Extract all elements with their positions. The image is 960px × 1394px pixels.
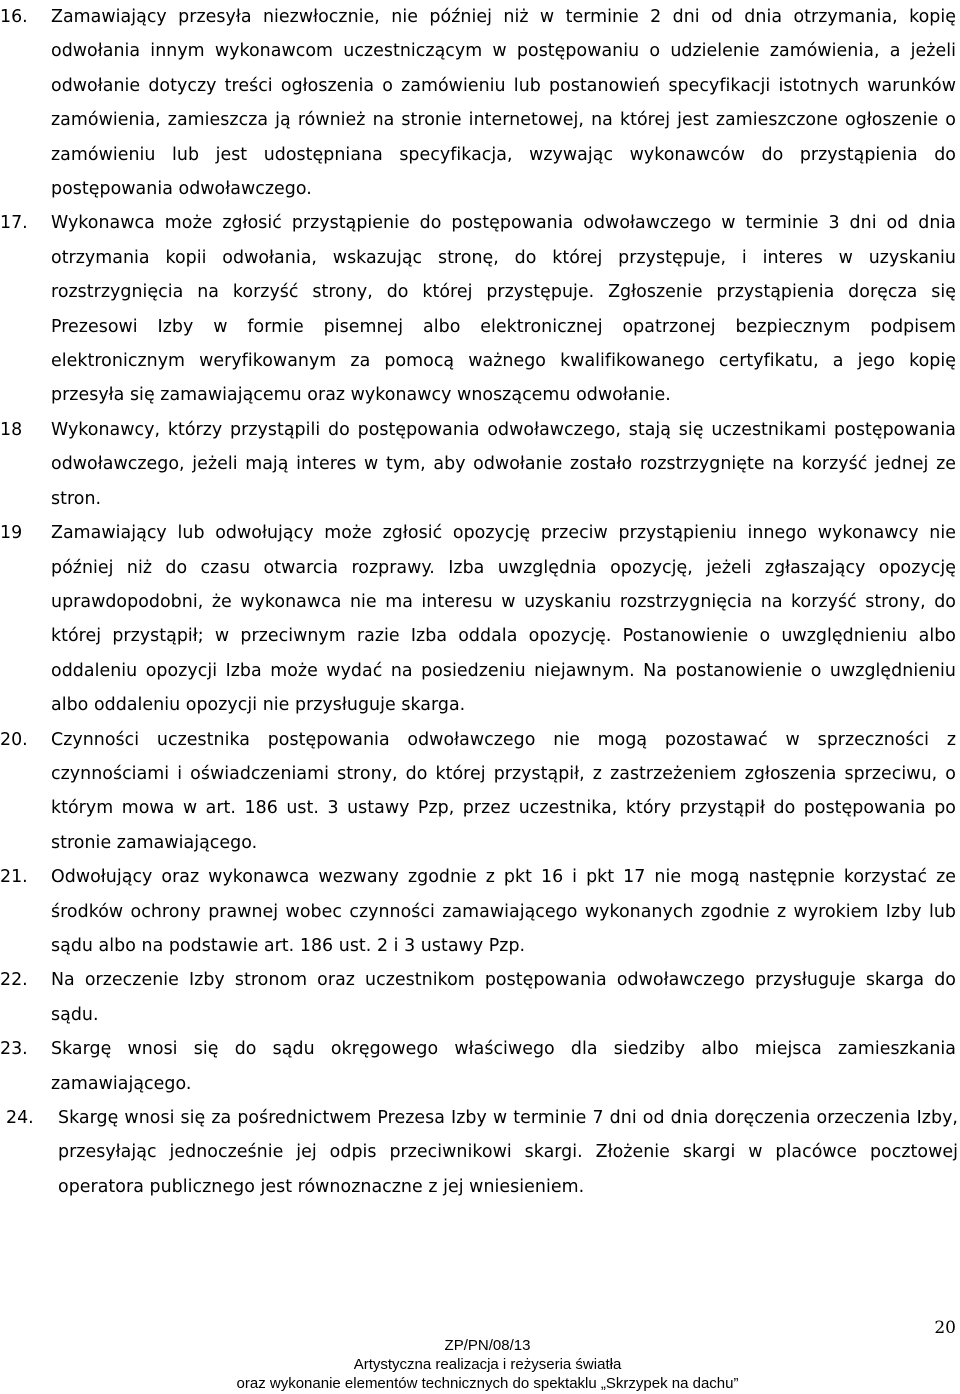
item-text: Na orzeczenie Izby stronom oraz uczestnikom postępowania odwoławczego przysługuje skarga do sądu. <box>51 970 956 1025</box>
item-text: Zamawiający przesyła niezwłocznie, nie później niż w terminie 2 dni od dnia otrzymania, kopię odwołania innym wykonawcom uczestniczącym w postępowaniu o udzielenie zamówienia, a jeżeli odwołanie dotyczy treści ogłoszenia o zamówieniu lub postanowień specyfikacji istotnych warunków zamówienia, zamieszcza ją również na stronie internetowej, na której jest zamieszczone ogłoszenie o zamówieniu lub jest udostępniana specyfikacja, wzywając wykonawców do przystąpienia do postępowania odwoławczego. <box>51 7 956 200</box>
item-text: Skargę wnosi się do sądu okręgowego właściwego dla siedziby albo miejsca zamieszkania zamawiającego. <box>51 1039 956 1094</box>
item-number: 20. <box>0 729 28 750</box>
footer-title-line-1: Artystyczna realizacja i reżyseria światła <box>353 1356 622 1373</box>
page-number: 20 <box>934 1318 956 1338</box>
list-item-16 <box>0 0 960 206</box>
list-item-22 <box>0 963 960 1032</box>
list-item-18 <box>0 413 960 516</box>
list-item-21 <box>0 860 960 963</box>
item-text: Wykonawcy, którzy przystąpili do postępowania odwoławczego, stają się uczestnikami postępowania odwoławczego, jeżeli mają interes w tym, aby odwołanie zostało rozstrzygnięte na korzyść jednej ze stron. <box>51 419 956 509</box>
item-number: 21. <box>0 867 28 888</box>
footer-title-line-2: oraz wykonanie elementów technicznych do spektaklu „Skrzypek na dachu” <box>236 1375 739 1392</box>
list-item-24 <box>0 1101 960 1204</box>
list-item-23 <box>0 1032 960 1101</box>
list-item-20 <box>0 723 960 861</box>
item-number: 18 <box>0 419 23 440</box>
footer-reference: ZP/PN/08/13 <box>444 1337 531 1354</box>
item-number: 23. <box>0 1039 28 1060</box>
item-text: Czynności uczestnika postępowania odwoławczego nie mogą pozostawać w sprzeczności z czynnościami i oświadczeniami strony, do której przystąpił, z zastrzeżeniem zgłoszenia sprzeciwu, o którym mowa w art. 186 ust. 3 ustawy Pzp, przez uczestnika, który przystąpił do postępowania po stronie zamawiającego. <box>51 729 956 853</box>
list-item-17 <box>0 206 960 412</box>
item-number: 24. <box>6 1108 34 1128</box>
item-number: 22. <box>0 970 28 991</box>
item-number: 16. <box>0 7 28 27</box>
item-number: 19 <box>0 523 23 544</box>
page-footer <box>0 1336 960 1393</box>
item-text: Skargę wnosi się za pośrednictwem Prezesa Izby w terminie 7 dni od dnia doręczenia orzeczenia Izby, przesyłając jednocześnie jej odpis przeciwnikowi skargi. Złożenie skargi w placówce pocztowej operatora publicznego jest równoznaczne z jej wniesieniem. <box>58 1108 958 1197</box>
item-number: 17. <box>0 213 28 234</box>
item-text: Zamawiający lub odwołujący może zgłosić opozycję przeciw przystąpieniu innego wykonawcy nie później niż do czasu otwarcia rozprawy. Izba uwzględnia opozycję, jeżeli zgłaszający opozycję uprawdopodobni, że wykonawca nie ma interesu w uzyskaniu rozstrzygnięcia na korzyść strony, do której przystąpił; w przeciwnym razie Izba oddala opozycję. Postanowienie o uwzględnieniu albo oddaleniu opozycji Izba może wydać na posiedzeniu niejawnym. Na postanowienie o uwzględnieniu albo oddaleniu opozycji nie przysługuje skarga. <box>51 523 956 716</box>
item-text: Odwołujący oraz wykonawca wezwany zgodnie z pkt 16 i pkt 17 nie mogą następnie korzystać ze środków ochrony prawnej wobec czynności zamawiającego wykonanych zgodnie z wyrokiem Izby lub sądu albo na podstawie art. 186 ust. 2 i 3 ustawy Pzp. <box>51 867 956 956</box>
item-text: Wykonawca może zgłosić przystąpienie do postępowania odwoławczego w terminie 3 dni od dnia otrzymania kopii odwołania, wskazując stronę, do której przystępuje, i interes w uzyskaniu rozstrzygnięcia na korzyść strony, do której przystępuje. Zgłoszenie przystąpienia doręcza się Prezesowi Izby w formie pisemnej albo elektronicznej opatrzonej bezpiecznym podpisem elektronicznym weryfikowanym za pomocą ważnego kwalifikowanego certyfikatu, a jego kopię przesyła się zamawiającemu oraz wykonawcy wnoszącemu odwołanie. <box>51 213 956 406</box>
list-item-19 <box>0 516 960 722</box>
